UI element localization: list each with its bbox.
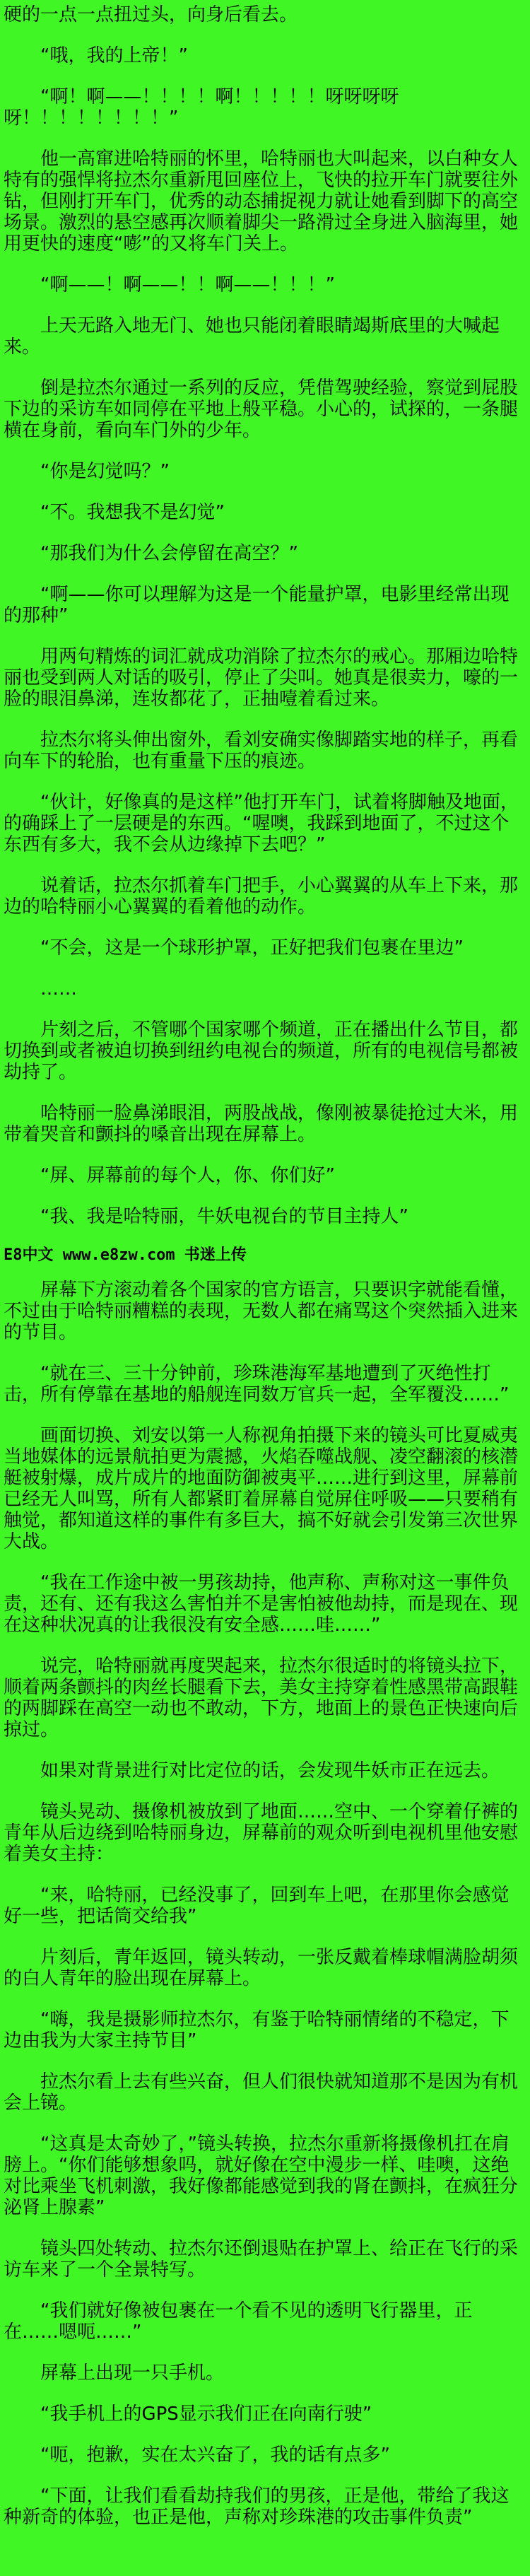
paragraph: 屏幕上出现一只手机。 — [40, 2363, 225, 2384]
paragraph: “我们就好像被包裹在一个看不见的透明飞行器里，正在……嗯呃……” — [4, 2300, 473, 2343]
paragraph: 用两句精炼的词汇就成功消除了拉杰尔的戒心。那厢边哈特丽也受到两人对话的吸引，停止了尖叫。她真是很卖力，嚎的一脸的眼泪鼻涕，连妆都花了，正抽噎着看过来。 — [4, 646, 519, 710]
paragraph: “伙计，好像真的是这样”他打开车门，试着将脚触及地面，的确踩上了一层硬是的东西。“喔噢，我踩到地面了，不过这个东西有多大，我不会从边缘掉下去吧？” — [4, 792, 519, 855]
paragraph: “不。我想我不是幻觉” — [40, 502, 225, 523]
paragraph: 镜头四处转动、拉杰尔还倒退贴在护罩上、给正在飞行的采访车来了一个全景特写。 — [4, 2238, 519, 2281]
paragraph: “呃，抱歉，实在太兴奋了，我的话有点多” — [40, 2445, 390, 2466]
paragraph: “就在三、三十分钟前，珍珠港海军基地遭到了灭绝性打击，所有停靠在基地的船舰连同数万官兵一起，全军覆没……” — [4, 1363, 510, 1405]
paragraph: 哈特丽一脸鼻涕眼泪，两股战战，像刚被暴徒抢过大米，用带着哭音和颤抖的嗓音出现在屏幕上。 — [4, 1103, 519, 1145]
paragraph: “屏、屏幕前的每个人，你、你们好” — [40, 1165, 335, 1186]
paragraph: …… — [40, 978, 77, 1000]
paragraph: “下面，让我们看看劫持我们的男孩，正是他，带给了我这种新奇的体验，也正是他，声称对珍珠港的攻击事件负责” — [4, 2486, 510, 2528]
paragraph: 他一高窜进哈特丽的怀里，哈特丽也大叫起来，以白种女人特有的强悍将拉杰尔重新甩回座位上，飞快的拉开车门就要往外钻，但刚打开车门，优秀的动态捕捉视力就让她看到脚下的高空场景。激烈的悬空感再次顺着脚尖一路滑过全身进入脑海里，她用更快的速度“嘭”的又将车门关上。 — [4, 148, 519, 254]
paragraph: “啊——！啊——！！啊——！！！” — [40, 274, 335, 295]
paragraph: 画面切换、刘安以第一人称视角拍摄下来的镜头可比夏威夷当地媒体的远景航拍更为震撼，火焰吞噬战舰、凌空翻滚的核潜艇被射爆，成片成片的地面防御被夷平……进行到这里，屏幕前已经无人叫骂，所有人都紧盯着屏幕自觉屏住呼吸——只要稍有触觉，都知道这样的事件有多巨大，搞不好就会引发第三次世界大战。 — [4, 1425, 519, 1552]
paragraph: “你是幻觉吗？” — [40, 461, 170, 482]
paragraph: 硬的一点一点扭过头，向身后看去。 — [4, 4, 298, 25]
paragraph: 说着话，拉杰尔抓着车门把手，小心翼翼的从车上下来，那边的哈特丽小心翼翼的看着他的动作。 — [4, 875, 519, 918]
paragraph: “这真是太奇妙了，”镜头转换，拉杰尔重新将摄像机扛在肩膀上。“你们能够想象吗，就好像在空中漫步一样、哇噢，这绝对比乘坐飞机刺激，我好像都能感觉到我的肾在颤抖，在疯狂分泌肾上腺素” — [4, 2133, 519, 2218]
paragraph: 说完，哈特丽就再度哭起来，拉杰尔很适时的将镜头拉下，顺着两条颤抖的肉丝长腿看下去，美女主持穿着性感黑带高跟鞋的两脚踩在高空一动也不敢动，下方，地面上的景色正快速向后掠过。 — [4, 1656, 519, 1740]
paragraph: 片刻之后，不管哪个国家哪个频道，正在播出什么节目，都切换到或者被迫切换到纽约电视台的频道，所有的电视信号都被劫持了。 — [4, 1019, 519, 1083]
paragraph: 倒是拉杰尔通过一系列的反应，凭借驾驶经验，察觉到屁股下边的采访车如同停在平地上般平稳。小心的，试探的，一条腿横在身前，看向车门外的少年。 — [4, 377, 519, 441]
paragraph: 片刻后，青年返回，镜头转动，一张反戴着棒球帽满脸胡须的白人青年的脸出现在屏幕上。 — [4, 1947, 519, 1989]
paragraph: 屏幕下方滚动着各个国家的官方语言，只要识字就能看懂，不过由于哈特丽糟糕的表现，无数人都在痛骂这个突然插入进来的节目。 — [4, 1280, 519, 1343]
paragraph: “我、我是哈特丽，牛妖电视台的节目主持人” — [40, 1206, 408, 1227]
paragraph: “我手机上的GPS显示我们正在向南行驶” — [40, 2404, 372, 2425]
paragraph: 如果对背景进行对比定位的话，会发现牛妖市正在远去。 — [40, 1760, 500, 1781]
paragraph: “啊——你可以理解为这是一个能量护罩，电影里经常出现的那种” — [4, 584, 510, 626]
paragraph: “来，哈特丽，已经没事了，回到车上吧，在那里你会感觉好一些，把话筒交给我” — [4, 1885, 510, 1927]
paragraph: “不会，这是一个球形护罩，正好把我们包裹在里边” — [40, 937, 464, 959]
paragraph: “啊！啊——！！！！啊！！！！！呀呀呀呀呀！！！！！！！！” — [4, 86, 399, 129]
paragraph: “那我们为什么会停留在高空？” — [40, 543, 298, 564]
paragraph: “嗨，我是摄影师拉杰尔，有鉴于哈特丽情绪的不稳定，下边由我为大家主持节目” — [4, 2009, 510, 2051]
paragraph: 上天无路入地无门、她也只能闭着眼睛竭斯底里的大喊起来。 — [4, 315, 500, 358]
paragraph: “哦，我的上帝！” — [40, 45, 188, 66]
paragraph: 拉杰尔将头伸出窗外，看刘安确实像脚踏实地的样子，再看向车下的轮胎，也有重量下压的痕迹。 — [4, 730, 519, 772]
watermark: E8中文 www.e8zw.com 书迷上传 — [4, 1246, 247, 1264]
paragraph: 镜头晃动、摄像机被放到了地面……空中、一个穿着仔裤的青年从后边绕到哈特丽身边，屏幕前的观众听到电视机里他安慰着美女主持： — [4, 1801, 519, 1865]
paragraph: 拉杰尔看上去有些兴奋，但人们很快就知道那不是因为有机会上镜。 — [4, 2071, 519, 2114]
paragraph: “我在工作途中被一男孩劫持，他声称、声称对这一事件负责，还有、还有我这么害怕并不是害怕被他劫持，而是现在、现在这种状况真的让我很没有安全感……哇……” — [4, 1572, 519, 1636]
